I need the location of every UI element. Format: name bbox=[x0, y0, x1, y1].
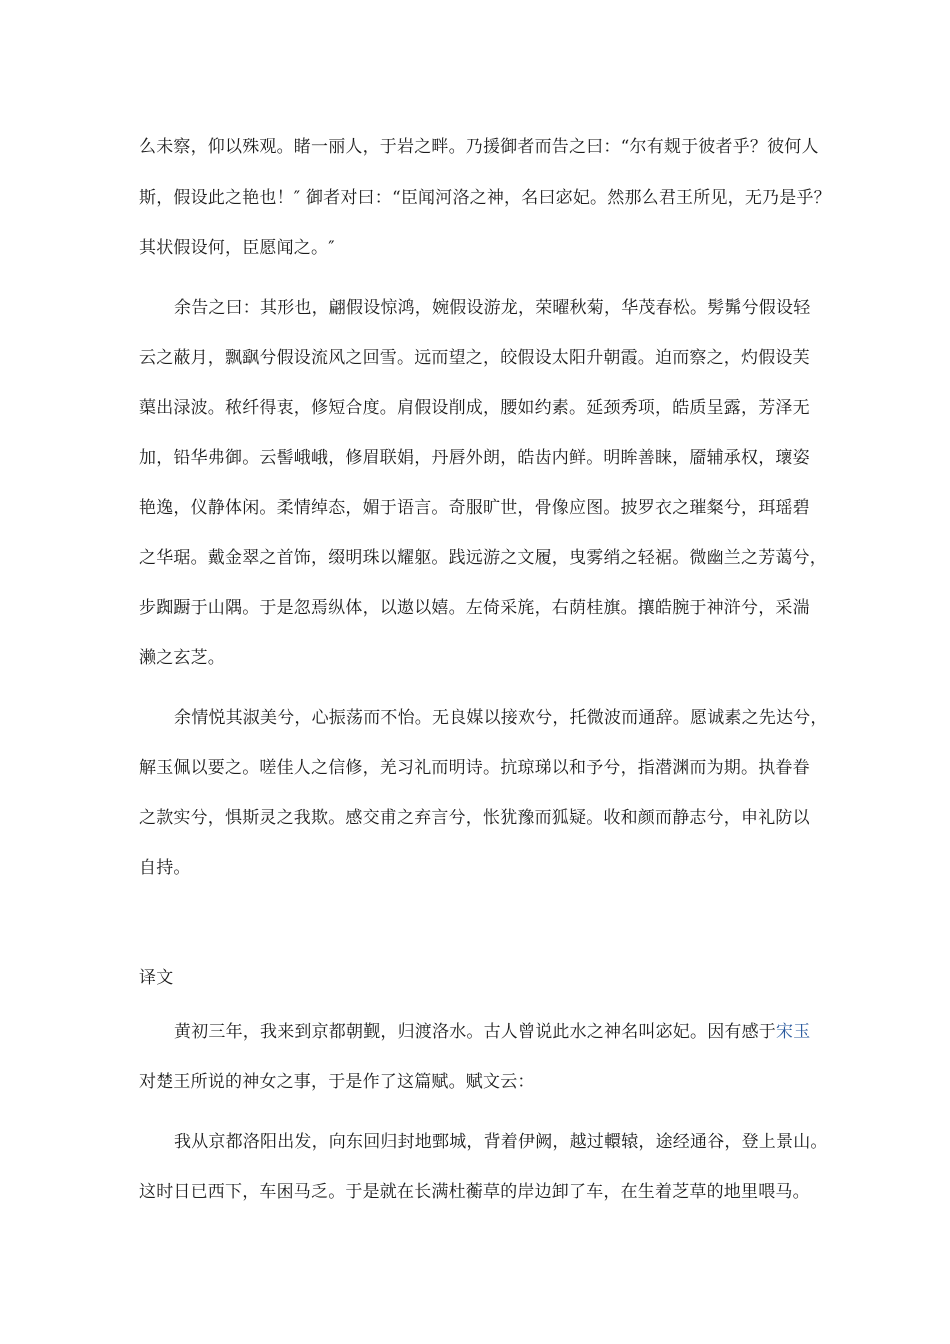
paragraph-1-line-1: 么未察，仰以殊观。睹一丽人，于岩之畔。乃援御者而告之曰：“尔有觌于彼者乎？彼何人 bbox=[139, 137, 819, 157]
paragraph-3-line-4: 自持。 bbox=[139, 858, 191, 878]
translation-paragraph-2-line-1: 我从京都洛阳出发，向东回归封地鄄城，背着伊阙，越过轘辕，途经通谷，登上景山。 bbox=[174, 1132, 828, 1152]
paragraph-2-line-5: 艳逸，仪静体闲。柔情绰态，媚于语言。奇服旷世，骨像应图。披罗衣之璀粲兮，珥瑶碧 bbox=[139, 498, 810, 518]
paragraph-2-line-1: 余告之曰：其形也，翩假设惊鸿，婉假设游龙，荣曜秋菊，华茂春松。髣髴兮假设轻 bbox=[174, 298, 811, 318]
paragraph-3-line-1: 余情悦其淑美兮，心振荡而不怡。无良媒以接欢兮，托微波而通辞。愿诚素之先达兮， bbox=[174, 708, 828, 728]
paragraph-2-line-2: 云之蔽月，飘飖兮假设流风之回雪。远而望之，皎假设太阳升朝霞。迫而察之，灼假设芙 bbox=[139, 348, 810, 368]
paragraph-1-line-2: 斯，假设此之艳也！″ 御者对曰：“臣闻河洛之神，名曰宓妃。然那么君王所见，无乃是乎？ bbox=[139, 188, 831, 208]
song-yu-link[interactable]: 宋玉 bbox=[776, 1022, 811, 1042]
paragraph-2-line-6: 之华琚。戴金翠之首饰，缀明珠以耀躯。践远游之文履，曳雾绡之轻裾。微幽兰之芳蔼兮， bbox=[139, 548, 827, 568]
translation-heading: 译文 bbox=[139, 968, 174, 988]
paragraph-2-line-3: 蕖出渌波。秾纤得衷，修短合度。肩假设削成，腰如约素。延颈秀项，皓质呈露，芳泽无 bbox=[139, 398, 810, 418]
paragraph-3-line-3: 之款实兮，惧斯灵之我欺。感交甫之弃言兮，怅犹豫而狐疑。收和颜而静志兮，申礼防以 bbox=[139, 808, 810, 828]
paragraph-1-line-3: 其状假设何，臣愿闻之。″ bbox=[139, 238, 335, 258]
translation-text: 黄初三年，我来到京都朝觐，归渡洛水。古人曾说此水之神名叫宓妃。因有感于 bbox=[174, 1022, 776, 1042]
paragraph-2-line-8: 濑之玄芝。 bbox=[139, 648, 225, 668]
paragraph-2-line-4: 加，铅华弗御。云髻峨峨，修眉联娟，丹唇外朗，皓齿内鲜。明眸善睐，靥辅承权，瓌姿 bbox=[139, 448, 810, 468]
translation-paragraph-1-line-1 bbox=[174, 1022, 810, 1042]
paragraph-3-line-2: 解玉佩以要之。嗟佳人之信修，羌习礼而明诗。抗琼珶以和予兮，指潜渊而为期。执眷眷 bbox=[139, 758, 810, 778]
translation-paragraph-2-line-2: 这时日已西下，车困马乏。于是就在长满杜蘅草的岸边卸了车，在生着芝草的地里喂马。 bbox=[139, 1182, 810, 1202]
paragraph-2-line-7: 步踟蹰于山隅。于是忽焉纵体，以遨以嬉。左倚采旄，右荫桂旗。攘皓腕于神浒兮，采湍 bbox=[139, 598, 810, 618]
translation-paragraph-1-line-2: 对楚王所说的神女之事，于是作了这篇赋。赋文云： bbox=[139, 1072, 535, 1092]
